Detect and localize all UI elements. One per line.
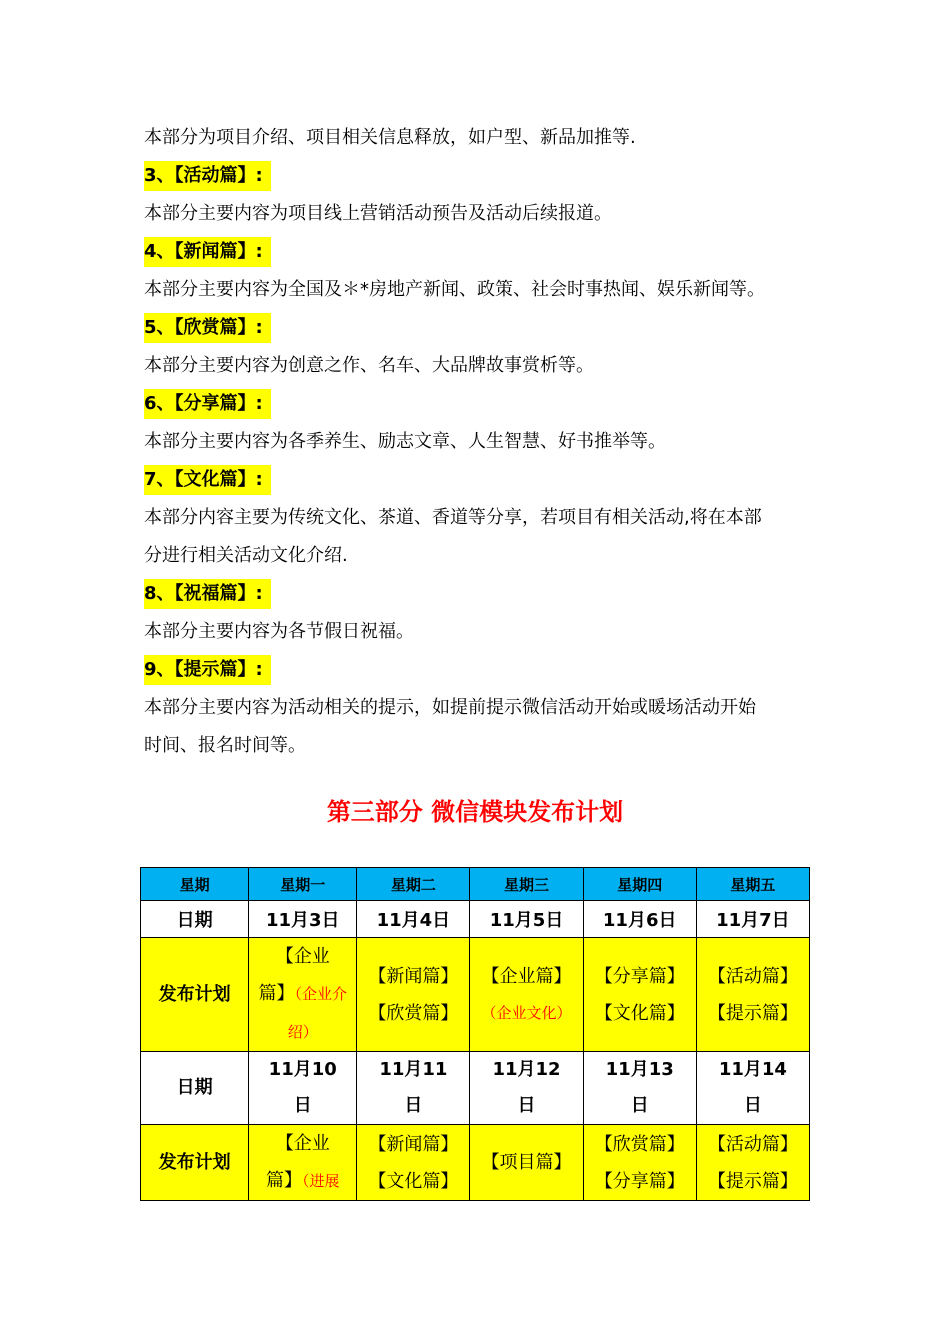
date-label-cell: 日期 bbox=[141, 1052, 249, 1125]
plan-cell bbox=[696, 1125, 809, 1201]
table-row-dates bbox=[141, 1052, 810, 1125]
date-cell: 11月12 日 bbox=[470, 1052, 583, 1125]
section-body: 本部分主要内容为创意之作、名车、大品牌故事赏析等。 bbox=[144, 355, 594, 376]
plan-text: 【文化篇】 bbox=[368, 1170, 459, 1192]
section-body: 本部分内容主要为传统文化、茶道、香道等分享，若项目有相关活动,将在本部 bbox=[144, 507, 762, 528]
table-row-plans bbox=[141, 1125, 810, 1201]
date-cell: 11月5日 bbox=[470, 901, 583, 938]
date-cell: 11月4日 bbox=[357, 901, 470, 938]
plan-text: 【提示篇】 bbox=[707, 1002, 798, 1024]
plan-text: 【文化篇】 bbox=[594, 1002, 685, 1024]
section-heading-blessing: 8、【祝福篇】: bbox=[144, 579, 271, 609]
plan-text: 【活动篇】 bbox=[707, 965, 798, 987]
plan-text: 【欣赏篇】 bbox=[594, 1133, 685, 1155]
weekday-cell: 星期四 bbox=[583, 868, 696, 901]
plan-cell bbox=[357, 938, 470, 1052]
date-cell: 11月13 日 bbox=[583, 1052, 696, 1125]
weekday-cell: 星期二 bbox=[357, 868, 470, 901]
date-label-cell: 日期 bbox=[141, 901, 249, 938]
plan-text: 【欣赏篇】 bbox=[368, 1002, 459, 1024]
plan-text: 【提示篇】 bbox=[707, 1170, 798, 1192]
date-cell: 11月7日 bbox=[696, 901, 809, 938]
section-body: 本部分主要内容为各季养生、励志文章、人生智慧、好书推举等。 bbox=[144, 431, 666, 452]
plan-text: 【企业 bbox=[275, 946, 330, 967]
table-row-plans bbox=[141, 938, 810, 1052]
plan-note: （进展 bbox=[301, 1172, 340, 1190]
plan-cell bbox=[583, 938, 696, 1052]
plan-cell bbox=[470, 938, 583, 1052]
plan-label-cell: 发布计划 bbox=[141, 1125, 249, 1201]
section-heading-activity: 3、【活动篇】: bbox=[144, 161, 271, 191]
section-body: 本部分主要内容为各节假日祝福。 bbox=[144, 621, 414, 642]
section-heading-sharing: 6、【分享篇】: bbox=[144, 389, 271, 419]
plan-label-cell: 发布计划 bbox=[141, 938, 249, 1052]
section-body: 本部分为项目介绍、项目相关信息释放，如户型、新品加推等. bbox=[144, 127, 636, 148]
section-body: 本部分主要内容为活动相关的提示，如提前提示微信活动开始或暖场活动开始 bbox=[144, 697, 756, 718]
section-body: 本部分主要内容为全国及＊*房地产新闻、政策、社会时事热闻、娱乐新闻等。 bbox=[144, 279, 765, 300]
section-heading-appreciation: 5、【欣赏篇】: bbox=[144, 313, 271, 343]
plan-text: 【分享篇】 bbox=[594, 1170, 685, 1192]
date-cell: 11月11 日 bbox=[357, 1052, 470, 1125]
plan-text: 篇】 bbox=[265, 1170, 302, 1191]
weekday-cell: 星期五 bbox=[696, 868, 809, 901]
plan-note: （企业文化） bbox=[481, 1003, 572, 1022]
section-body: 分进行相关活动文化介绍. bbox=[144, 545, 348, 566]
plan-cell bbox=[470, 1125, 583, 1201]
section-heading-culture: 7、【文化篇】: bbox=[144, 465, 271, 495]
date-cell: 11月6日 bbox=[583, 901, 696, 938]
plan-note: （企业介绍） bbox=[287, 985, 347, 1041]
part-title: 第三部分 微信模块发布计划 bbox=[326, 798, 624, 826]
section-heading-news: 4、【新闻篇】: bbox=[144, 237, 271, 267]
weekday-cell: 星期三 bbox=[470, 868, 583, 901]
date-cell: 11月14 日 bbox=[696, 1052, 809, 1125]
table-row-weekdays bbox=[141, 868, 810, 901]
plan-text: 【企业 bbox=[275, 1133, 330, 1154]
plan-text: 篇】 bbox=[258, 983, 295, 1004]
plan-text: 【新闻篇】 bbox=[368, 965, 459, 987]
date-cell: 11月10 日 bbox=[249, 1052, 357, 1125]
section-body: 本部分主要内容为项目线上营销活动预告及活动后续报道。 bbox=[144, 203, 612, 224]
table-row-dates bbox=[141, 901, 810, 938]
plan-cell bbox=[583, 1125, 696, 1201]
section-heading-tips: 9、【提示篇】: bbox=[144, 655, 271, 685]
plan-cell bbox=[696, 938, 809, 1052]
publish-plan-table bbox=[140, 867, 810, 1201]
plan-text: 【企业篇】 bbox=[481, 965, 572, 987]
weekday-cell: 星期一 bbox=[249, 868, 357, 901]
plan-text: 【新闻篇】 bbox=[368, 1133, 459, 1155]
plan-text: 【分享篇】 bbox=[594, 965, 685, 987]
plan-text: 【项目篇】 bbox=[481, 1152, 572, 1173]
date-cell: 11月3日 bbox=[249, 901, 357, 938]
plan-cell bbox=[357, 1125, 470, 1201]
plan-cell bbox=[249, 938, 357, 1052]
week-label-cell: 星期 bbox=[141, 868, 249, 901]
plan-cell bbox=[249, 1125, 357, 1201]
plan-text: 【活动篇】 bbox=[707, 1133, 798, 1155]
section-body: 时间、报名时间等。 bbox=[144, 735, 306, 756]
